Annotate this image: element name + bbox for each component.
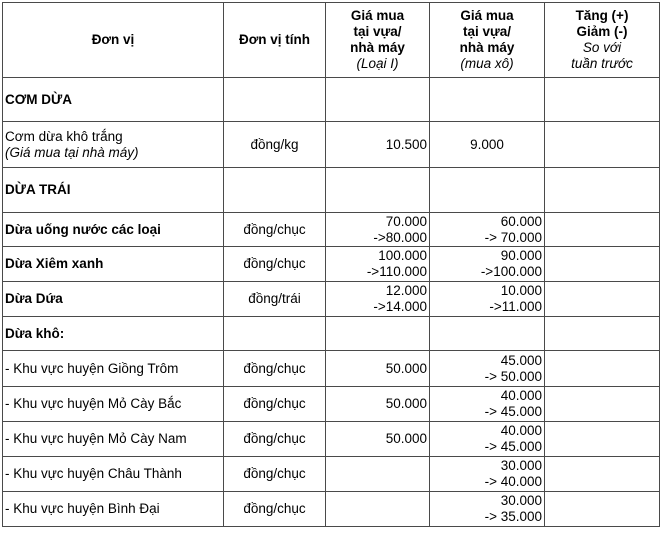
- row-price2-to: -> 45.000: [484, 404, 542, 419]
- row-price2-from: 30.000: [500, 458, 542, 473]
- header-unit: Đơn vị: [3, 3, 224, 78]
- row-price1-from: 12.000: [385, 283, 427, 298]
- row-price2-from: 40.000: [500, 388, 542, 403]
- row-price1: [326, 247, 430, 282]
- header-row: [3, 3, 660, 78]
- row-name: Dừa Dứa: [3, 282, 224, 317]
- header-price-bulk-line2: tại vựa/: [462, 24, 512, 39]
- row-name: Dừa uống nước các loại: [3, 213, 224, 247]
- row-price2-to: -> 45.000: [484, 439, 542, 454]
- table-row: [3, 247, 660, 282]
- row-change: [545, 422, 660, 457]
- row-name: - Khu vực huyện Bình Đại: [3, 492, 224, 527]
- row-change: [545, 213, 660, 247]
- table-row: [3, 282, 660, 317]
- table-row: [3, 422, 660, 457]
- row-price2: [430, 387, 545, 422]
- table-row: [3, 351, 660, 387]
- header-price-type1-line2: tại vựa/: [353, 24, 402, 39]
- header-price-type1-line3: nhà máy: [350, 40, 405, 55]
- header-price-bulk-line1: Giá mua: [460, 8, 514, 23]
- row-price2: [430, 213, 545, 247]
- row-price2-from: 40.000: [500, 423, 542, 438]
- row-price2-to: -> 40.000: [484, 474, 542, 489]
- row-price1: [326, 213, 430, 247]
- header-change-line1: Tăng (+): [575, 8, 629, 23]
- header-change-note1: So với: [582, 40, 622, 55]
- row-price1: 10.500: [326, 122, 430, 168]
- row-price2: [430, 457, 545, 492]
- row-unit: đồng/chục: [224, 213, 326, 247]
- row-price1: [326, 457, 430, 492]
- header-change: [545, 3, 660, 78]
- row-price2-from: 90.000: [500, 248, 542, 263]
- table-row: [3, 387, 660, 422]
- header-price-type1: [326, 3, 430, 78]
- row-price1: 50.000: [326, 387, 430, 422]
- row-unit: đồng/chục: [224, 387, 326, 422]
- row-price2-from: 10.000: [500, 283, 542, 298]
- header-measure-unit: Đơn vị tính: [224, 3, 326, 78]
- row-change: [545, 351, 660, 387]
- row-price2-from: 30.000: [500, 493, 542, 508]
- row-price1-to: ->110.000: [366, 264, 427, 279]
- row-name: - Khu vực huyện Mỏ Cày Nam: [3, 422, 224, 457]
- table-row: [3, 492, 660, 527]
- row-unit: đồng/kg: [224, 122, 326, 168]
- row-price2-to: -> 70.000: [484, 229, 542, 245]
- header-price-bulk-line3: nhà máy: [459, 40, 515, 55]
- row-price2: [430, 282, 545, 317]
- row-price2: [430, 247, 545, 282]
- table-row: [3, 122, 660, 168]
- row-name: Dừa Xiêm xanh: [3, 247, 224, 282]
- section-row: [3, 317, 660, 351]
- row-price1: [326, 282, 430, 317]
- section-row: [3, 168, 660, 213]
- header-price-bulk: [430, 3, 545, 78]
- row-unit: đồng/chục: [224, 247, 326, 282]
- row-change: [545, 492, 660, 527]
- row-note: (Giá mua tại nhà máy): [5, 144, 139, 160]
- row-price1: 50.000: [326, 351, 430, 387]
- section-row: [3, 78, 660, 122]
- row-price2: [430, 351, 545, 387]
- row-price2-to: ->100.000: [480, 264, 542, 279]
- row-name: - Khu vực huyện Mỏ Cày Bắc: [3, 387, 224, 422]
- row-unit: đồng/chục: [224, 351, 326, 387]
- row-change: [545, 387, 660, 422]
- row-unit: đồng/trái: [224, 282, 326, 317]
- row-price1: [326, 492, 430, 527]
- section-title: CƠM DỪA: [3, 78, 224, 122]
- row-price1: 50.000: [326, 422, 430, 457]
- row-name: Cơm dừa khô trắng: [5, 128, 123, 144]
- row-price2: 9.000: [430, 122, 545, 168]
- row-change: [545, 122, 660, 168]
- price-table: [2, 2, 660, 527]
- row-name: - Khu vực huyện Giồng Trôm: [3, 351, 224, 387]
- row-unit: đồng/chục: [224, 422, 326, 457]
- row-price1-from: 100.000: [378, 248, 427, 263]
- row-price1-from: 70.000: [385, 213, 427, 229]
- row-name: - Khu vực huyện Châu Thành: [3, 457, 224, 492]
- row-price2: [430, 422, 545, 457]
- header-change-line2: Giảm (-): [576, 24, 628, 39]
- section-title: DỪA TRÁI: [3, 168, 224, 213]
- row-price1-to: ->14.000: [373, 299, 427, 314]
- header-price-bulk-note: (mua xô): [460, 56, 514, 71]
- header-change-note2: tuần trước: [571, 56, 633, 71]
- header-price-type1-note: (Loại I): [356, 56, 399, 71]
- row-change: [545, 457, 660, 492]
- table-row: [3, 457, 660, 492]
- row-price2: [430, 492, 545, 527]
- row-price1-to: ->80.000: [373, 229, 427, 245]
- row-price2-from: 45.000: [500, 352, 542, 368]
- row-label: [3, 122, 224, 168]
- row-change: [545, 247, 660, 282]
- row-price2-to: ->11.000: [489, 299, 542, 314]
- row-price2-to: -> 50.000: [484, 368, 542, 384]
- row-price2-from: 60.000: [500, 213, 542, 229]
- section-title: Dừa khô:: [3, 317, 224, 351]
- header-price-type1-line1: Giá mua: [350, 8, 405, 23]
- row-price2-to: -> 35.000: [484, 509, 542, 524]
- row-unit: đồng/chục: [224, 457, 326, 492]
- table-row: [3, 213, 660, 247]
- row-change: [545, 282, 660, 317]
- row-unit: đồng/chục: [224, 492, 326, 527]
